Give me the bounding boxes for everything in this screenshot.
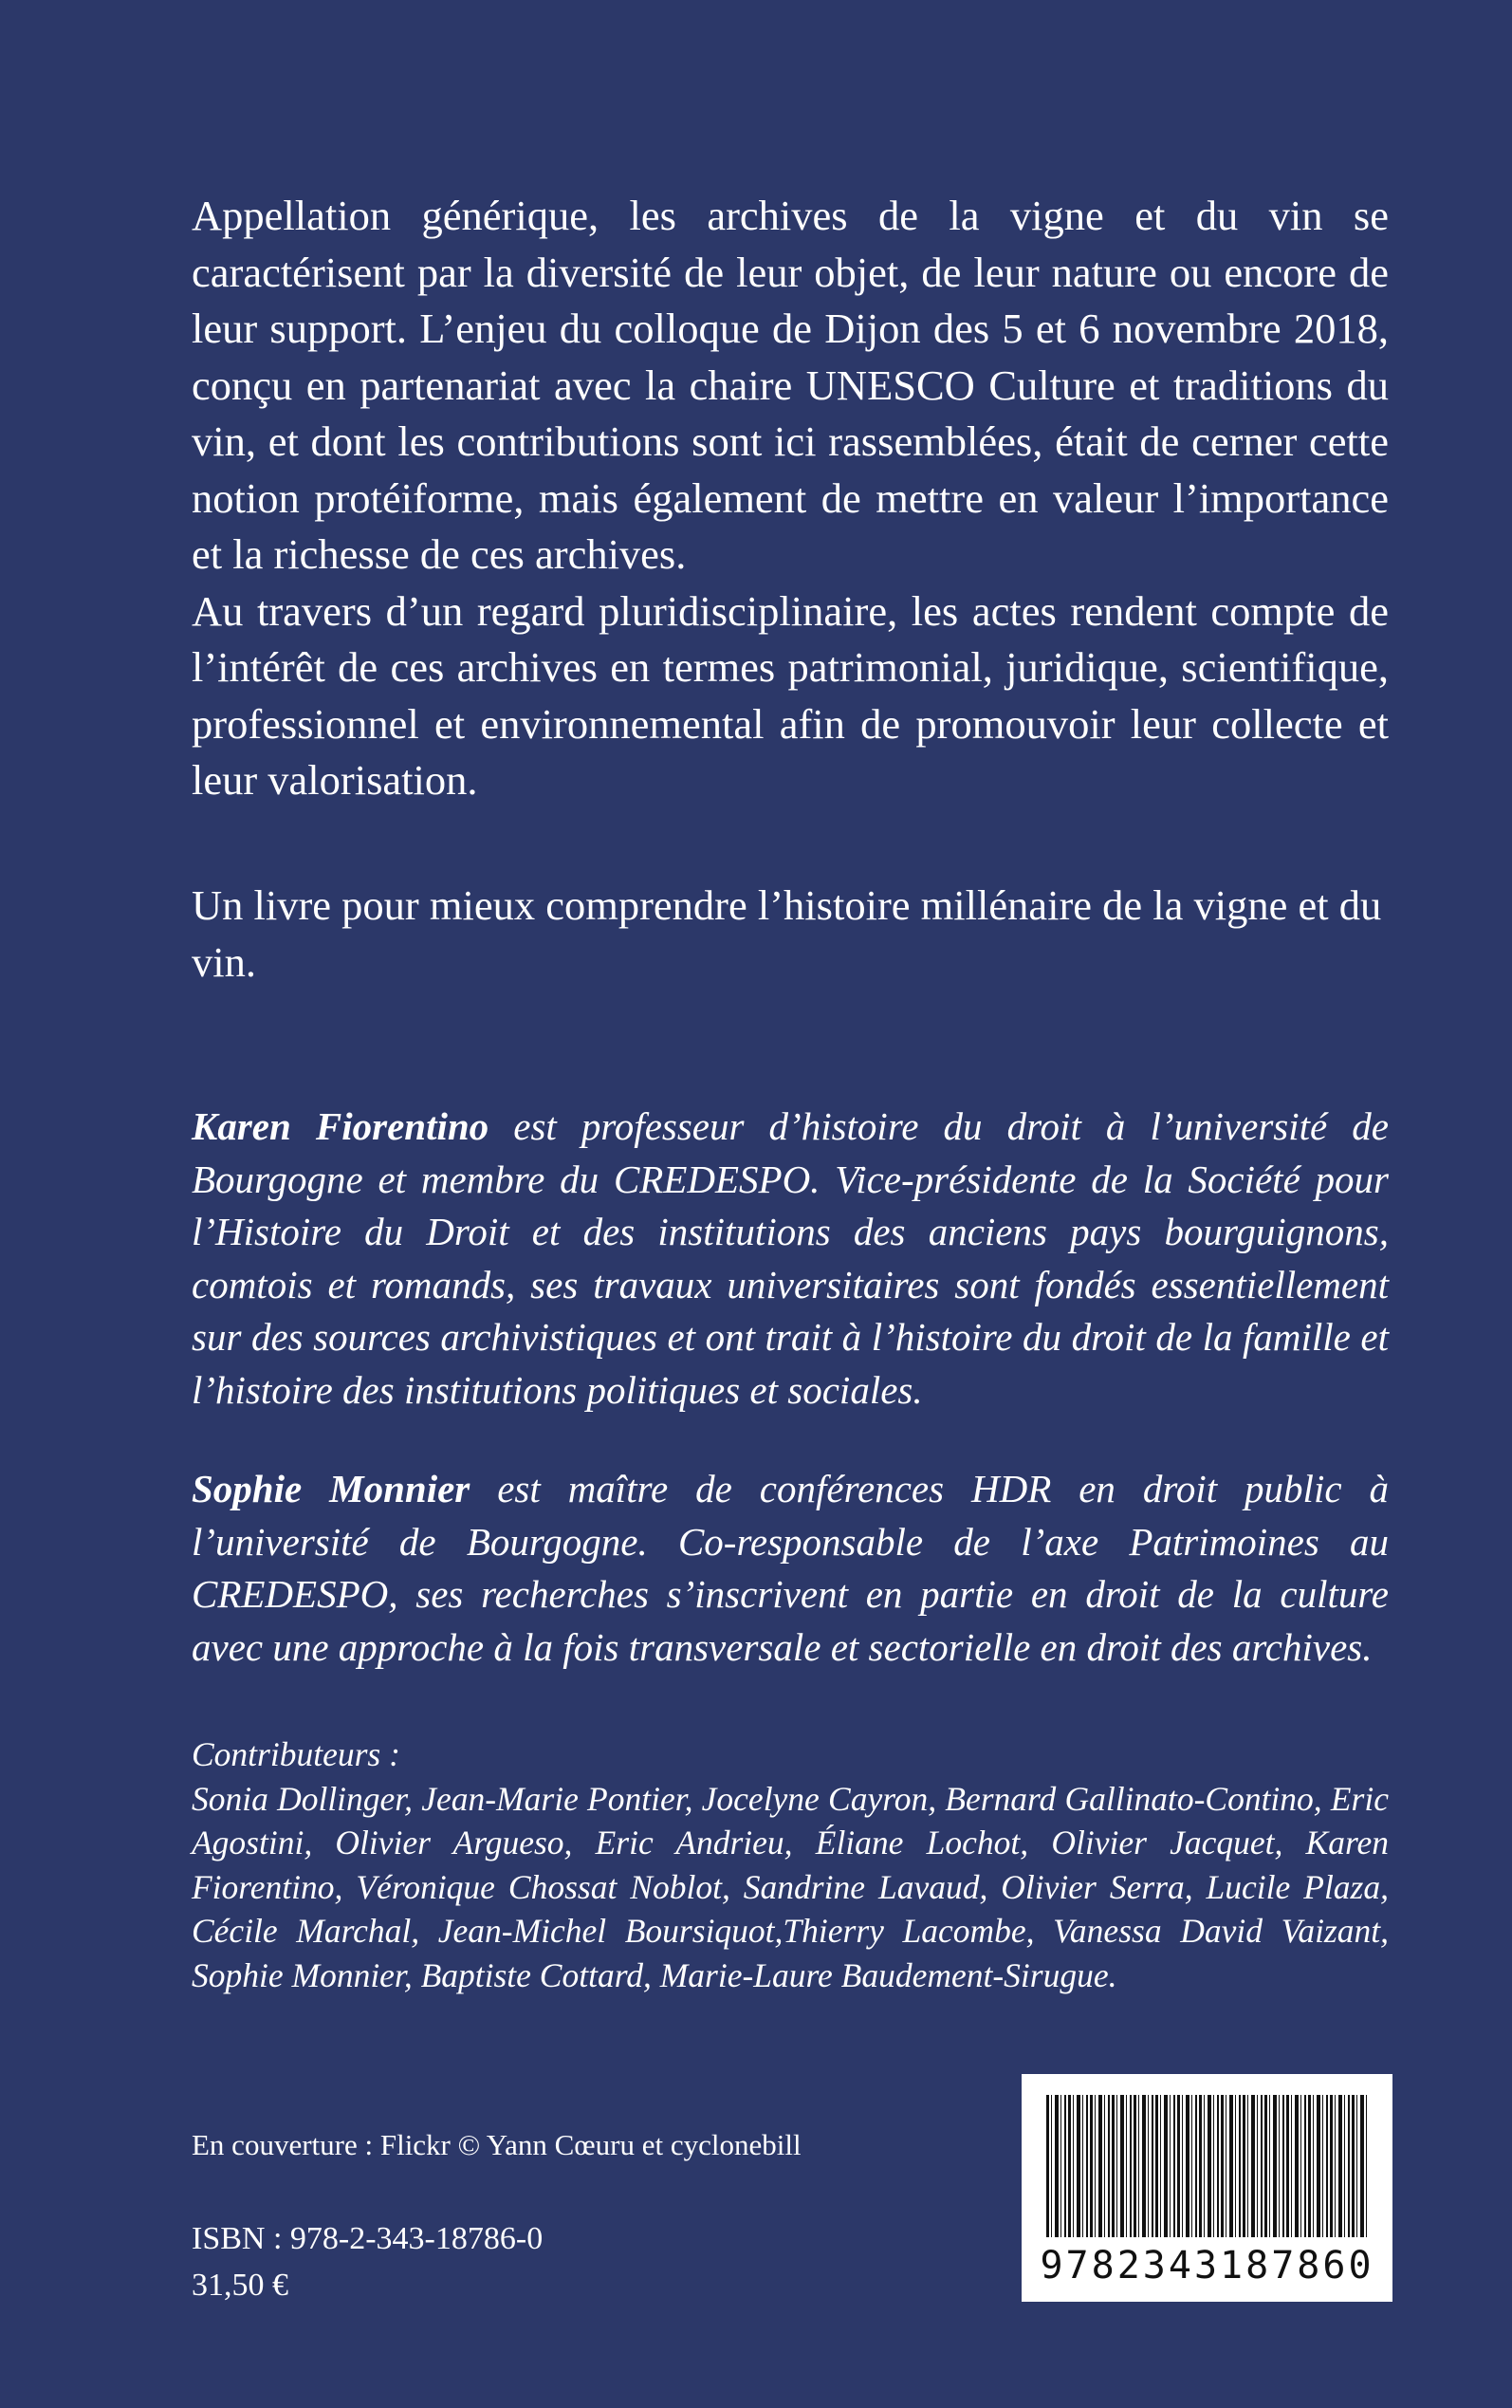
- author-bio-karen: [192, 1101, 1389, 1417]
- intro-paragraph-1: Appellation générique, les archives de la vigne et du vin se caractérisent par la diversité de leur objet, de leur nature ou encore de leur support. L’enjeu du colloque de Dijon des 5 et 6 novembre 2018, conçu en partenariat avec la chaire UNESCO Culture et traditions du vin, et dont les contributions sont ici rassemblées, était de cerner cette notion protéiforme, mais également de mettre en valeur l’importance et la richesse de ces archives.: [192, 192, 1389, 578]
- tagline: Un livre pour mieux comprendre l’histoire millénaire de la vigne et du vin.: [192, 881, 1382, 986]
- author-name-karen: Karen Fiorentino: [192, 1104, 489, 1148]
- contributors-heading: Contributeurs :: [192, 1735, 400, 1773]
- contributors-list: Sonia Dollinger, Jean-Marie Pontier, Jocelyne Cayron, Bernard Gallinato-Contino, Eric Agostini, Olivier Argueso, Eric Andrieu, Éliane Lochot, Olivier Jacquet, Karen Fiorentino, Véronique Chossat Noblot, Sandrine Lavaud, Olivier Serra, Lucile Plaza, Cécile Marchal, Jean-Michel Boursiquot,Thierry Lacombe, Vanessa David Vaizant, Sophie Monnier, Baptiste Cottard, Marie-Laure Baudement-Sirugue.: [192, 1779, 1389, 1994]
- author-name-sophie: Sophie Monnier: [192, 1467, 470, 1510]
- barcode-digits: 9782343187860: [1040, 2244, 1374, 2288]
- author-bio-karen-text: est professeur d’histoire du droit à l’université de Bourgogne et membre du CREDESPO. Vice-présidente de la Société pour l’Histoire du Droit et des institutions des anciens pays bourguignons, comtois et romands, ses travaux universitaires sont fondés essentiellement sur des sources archivistiques et ont trait à l’histoire du droit de la famille et l’histoire des institutions politiques et sociales.: [192, 1104, 1389, 1412]
- contributors: [192, 1732, 1389, 1998]
- cover-credit: En couverture : Flickr © Yann Cœuru et cyclonebill: [192, 2128, 802, 2161]
- author-bio-sophie: [192, 1463, 1389, 1674]
- price: 31,50 €: [192, 2268, 288, 2303]
- barcode: [1022, 2074, 1392, 2302]
- author-bio-sophie-text: est maître de conférences HDR en droit public à l’université de Bourgogne. Co-responsable de l’axe Patrimoines au CREDESPO, ses recherches s’inscrivent en partie en droit de la culture avec une approche à la fois transversale et sectorielle en droit des archives.: [192, 1467, 1389, 1669]
- isbn: ISBN : 978-2-343-18786-0: [192, 2221, 544, 2256]
- intro-text: [192, 188, 1389, 809]
- barcode-bars: [1046, 2095, 1368, 2237]
- intro-paragraph-2: Au travers d’un regard pluridisciplinaire, les actes rendent compte de l’intérêt de ces archives en termes patrimonial, juridique, scientifique, professionnel et environnemental afin de promouvoir leur collecte et leur valorisation.: [192, 586, 1389, 804]
